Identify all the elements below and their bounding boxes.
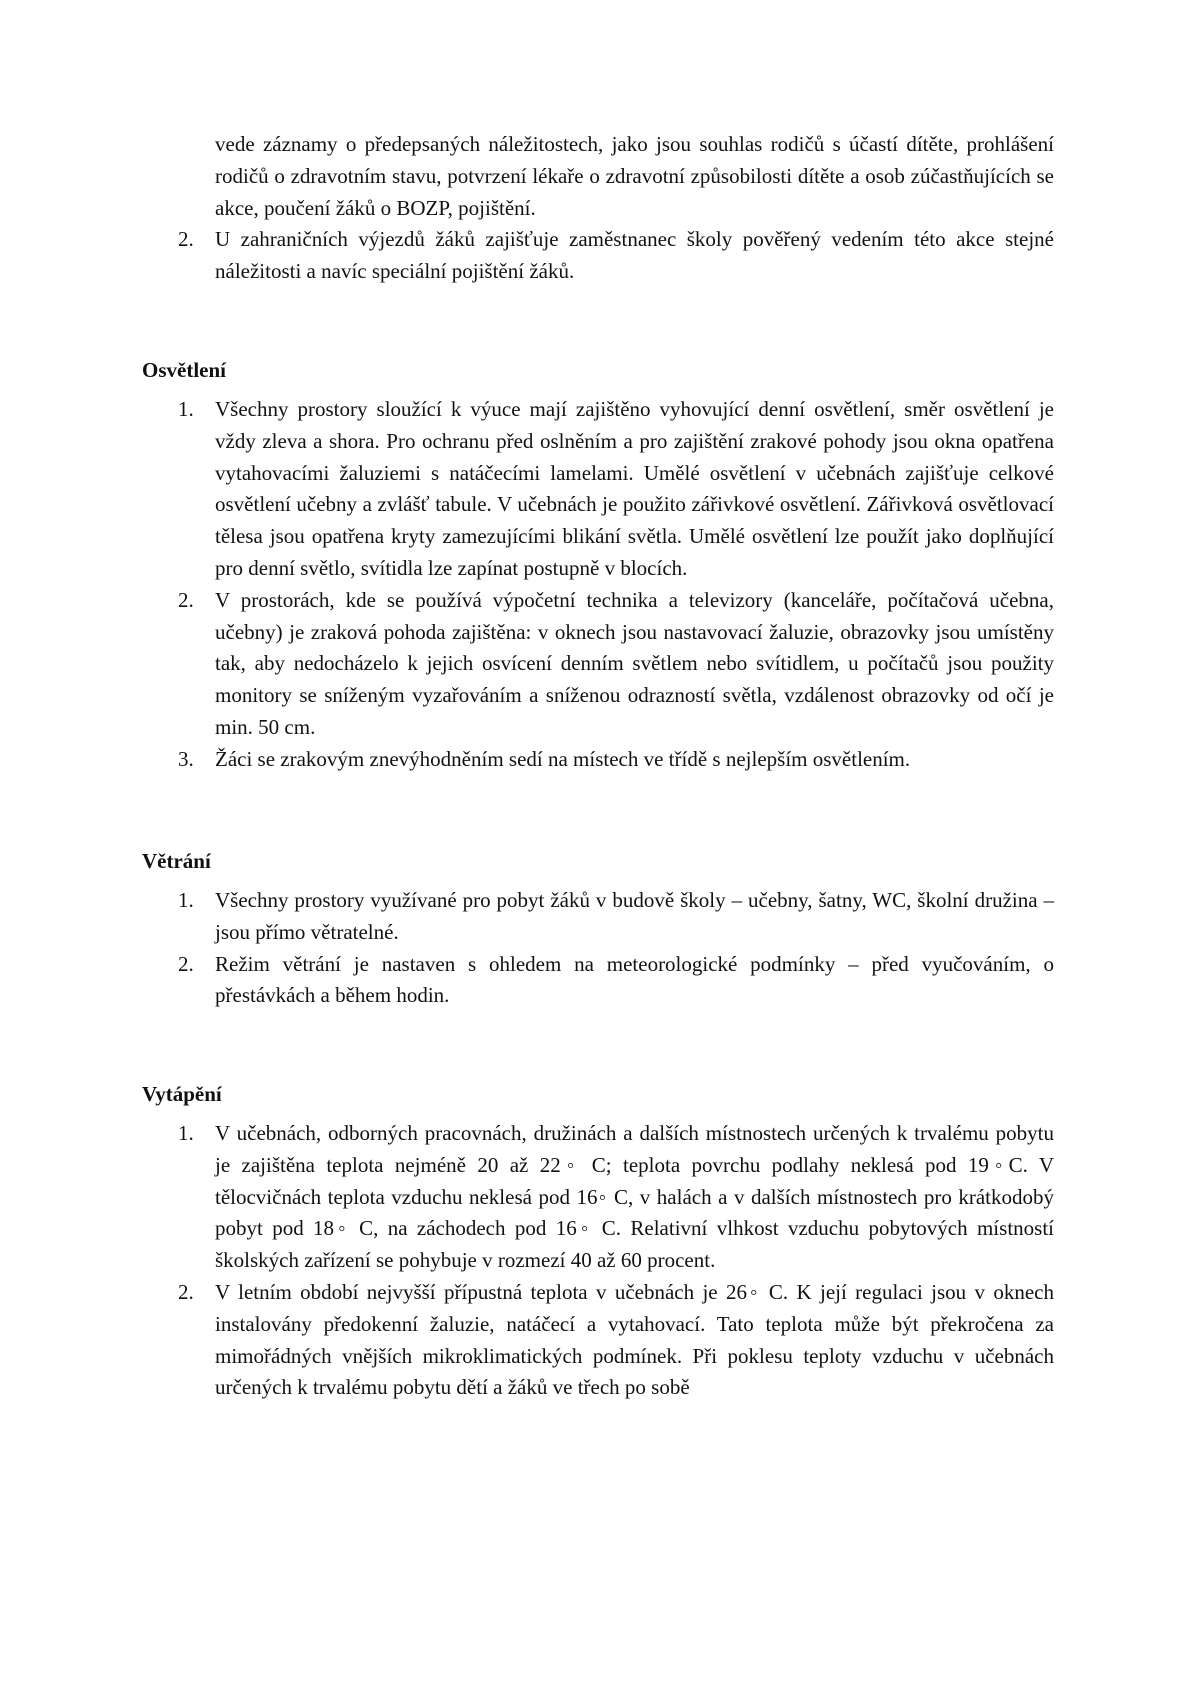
vytapeni-list	[142, 1118, 1054, 1404]
list-number: 2.	[178, 227, 194, 252]
section-osvetleni	[142, 354, 1054, 776]
section-heading: Osvětlení	[142, 358, 226, 382]
section-vetrani	[142, 845, 1054, 1012]
list-item-text: V letním období nejvyšší přípustná teplota v učebnách je 26◦ C. K její regulaci jsou v oknech instalovány předokenní žaluzie, natáčecí a vytahovací. Tato teplota může být překročena za mimořádných vnějších mikroklimatických podmínek. Při poklesu teploty vzduchu v učebnách určených k trvalému pobytu dětí a žáků ve třech po sobě	[215, 1279, 1054, 1400]
list-item-text: U zahraničních výjezdů žáků zajišťuje zaměstnanec školy pověřený vedením této akce stejné náležitosti a navíc speciální pojištění žáků.	[215, 227, 1054, 284]
list-number: 2.	[178, 1279, 194, 1304]
list-item	[142, 224, 1054, 288]
osvetleni-list	[142, 394, 1054, 776]
list-item-text: Všechny prostory využívané pro pobyt žáků v budově školy – učebny, šatny, WC, školní družina – jsou přímo větratelné.	[215, 888, 1054, 944]
list-item-text: Všechny prostory sloužící k výuce mají zajištěno vyhovující denní osvětlení, směr osvětlení je vždy zleva a shora. Pro ochranu před oslněním a pro zajištění zrakové pohody jsou okna opatřena vytahovacími žaluziemi s natáčecími lamelami. Umělé osvětlení v učebnách zajišťuje celkové osvětlení učebny a zvlášť tabule. V učebnách je použito zářivkové osvětlení. Zářivková osvětlovací tělesa jsou opatřena kryty zamezujícími blikání světla. Umělé osvětlení lze použít jako doplňující pro denní světlo, svítidla lze zapínat postupně v blocích.	[215, 397, 1054, 580]
list-item-text: Žáci se zrakovým znevýhodněním sedí na místech ve třídě s nejlepším osvětlením.	[215, 746, 911, 771]
list-item-text: V prostorách, kde se používá výpočetní technika a televizory (kanceláře, počítačová učebna, učebny) je zraková pohoda zajištěna: v oknech jsou nastavovací žaluzie, obrazovky jsou umístěny tak, aby nedocházelo k jejich osvícení denním světlem nebo svítidlem, u počítačů jsou použity monitory se sníženým vyzařováním a sníženou odrazností světla, vzdálenost obrazovky od očí je min. 50 cm.	[215, 587, 1054, 739]
list-item	[142, 585, 1054, 744]
section-vytapeni	[142, 1078, 1054, 1404]
list-item-text: V učebnách, odborných pracovnách, družinách a dalších místnostech určených k trvalému pobytu je zajištěna teplota nejméně 20 až 22◦ C; teplota povrchu podlahy neklesá pod 19◦C. V tělocvičnách teplota vzduchu neklesá pod 16◦ C, v halách a v dalších místnostech pro krátkodobý pobyt pod 18◦ C, na záchodech pod 16◦ C. Relativní vlhkost vzduchu pobytových místností školských zařízení se pohybuje v rozmezí 40 až 60 procent.	[215, 1121, 1054, 1273]
list-number: 1.	[178, 1121, 194, 1145]
list-item	[142, 949, 1054, 1013]
list-item	[142, 394, 1054, 585]
list-item	[142, 1118, 1054, 1277]
list-item	[142, 885, 1054, 949]
list-item	[142, 744, 1054, 776]
section-heading: Vytápění	[142, 1082, 222, 1106]
list-number: 2.	[178, 587, 194, 612]
intro-continuation-text: vede záznamy o předepsaných náležitostech, jako jsou souhlas rodičů s účastí dítěte, prohlášení rodičů o zdravotním stavu, potvrzení lékaře o zdravotní způsobilosti dítěte a osob zúčastňujících se akce, poučení žáků o BOZP, pojištění.	[215, 132, 1054, 220]
list-item	[142, 1277, 1054, 1404]
list-number: 1.	[178, 397, 194, 421]
list-item-text: Režim větrání je nastaven s ohledem na meteorologické podmínky – před vyučováním, o přestávkách a během hodin.	[215, 951, 1054, 1008]
list-number: 1.	[178, 888, 194, 912]
intro-list	[142, 224, 1054, 288]
vetrani-list	[142, 885, 1054, 1012]
intro-section	[142, 129, 1054, 288]
list-number: 2.	[178, 951, 194, 976]
list-number: 3.	[178, 746, 194, 771]
section-heading: Větrání	[142, 849, 211, 873]
